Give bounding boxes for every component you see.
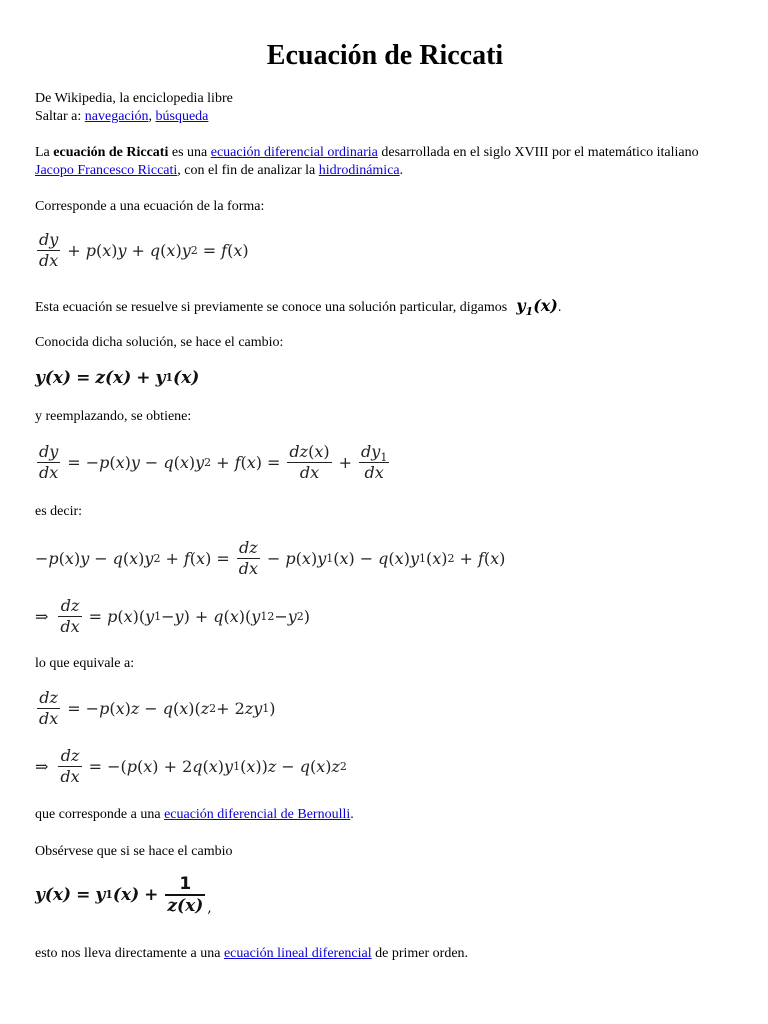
navigation-link[interactable]: navegación xyxy=(84,109,149,124)
riccati-person-link[interactable]: Jacopo Francesco Riccati xyxy=(35,163,178,178)
particular-end: . xyxy=(557,300,562,315)
ode-link[interactable]: ecuación diferencial ordinaria xyxy=(210,145,378,160)
fraction-dz-dx: $\frac{dz}{dx}$ xyxy=(60,596,80,636)
tagline-text: De Wikipedia, la enciclopedia libre xyxy=(35,91,233,106)
jump-separator: , xyxy=(148,109,153,124)
intro-text-2: es una xyxy=(171,145,208,160)
equivale-paragraph xyxy=(35,655,735,673)
form-paragraph xyxy=(35,198,735,216)
implication-equation-2: ⇒ $\frac{dz}{dx}$ = −( p ( x ) + 2 q ( x ) y 1 ( x )) z − q ( x ) z 2 xyxy=(35,746,347,786)
substitution-equation: y(x) = z(x) + y 1 (x) xyxy=(35,368,200,388)
fraction-dz-dx: $\frac{dz}{dx}$ xyxy=(60,746,80,786)
intro-paragraph xyxy=(35,144,735,180)
inline-y1-of-x: $y_1(x)$ xyxy=(510,296,558,319)
es-decir-text: es decir: xyxy=(35,504,83,519)
replace-text: y reemplazando, se obtiene: xyxy=(35,409,192,424)
observe-text: Obsérvese que si se hace el cambio xyxy=(35,844,233,859)
tagline xyxy=(35,90,735,108)
bernoulli-paragraph xyxy=(35,806,735,824)
bernoulli-suffix: . xyxy=(350,807,354,822)
particular-paragraph xyxy=(35,297,735,317)
intro-text-4: italiano xyxy=(656,145,699,160)
es-decir-paragraph xyxy=(35,503,735,521)
jump-prefix: Saltar a: xyxy=(35,109,82,124)
bernoulli-prefix: que corresponde a una xyxy=(35,807,161,822)
intro-text-1: La xyxy=(35,145,50,160)
fraction-dz-dx: $\frac{dz}{dx}$ xyxy=(39,688,59,728)
fraction-dz-dx: $\frac{dz}{dx}$ xyxy=(238,538,258,578)
fraction-dz-dx: $\frac{dz(x)}{dx}$ xyxy=(289,442,330,482)
fraction-one-over-z: $\frac{1}{z(x)}$ xyxy=(167,874,204,916)
search-link[interactable]: búsqueda xyxy=(155,109,209,124)
hydrodynamics-link[interactable]: hidrodinámica xyxy=(318,163,400,178)
equivale-text: lo que equivale a: xyxy=(35,656,135,671)
linear-suffix: de primer orden. xyxy=(375,946,469,961)
implication-equation-1: ⇒ $\frac{dz}{dx}$ = p ( x )( y 1 − y ) + q ( x )( y 1 2 − y 2 ) xyxy=(35,596,311,636)
replace-paragraph xyxy=(35,408,735,426)
intro-text-6: . xyxy=(399,163,404,178)
linear-ode-link[interactable]: ecuación lineal diferencial xyxy=(223,946,372,961)
page-title: Ecuación de Riccati xyxy=(266,40,504,71)
riccati-equation: $\frac{dy}{dx}$ + p ( x ) y + q ( x ) y 2 = f ( x ) xyxy=(39,230,249,270)
intro-text-5: , con el fin de analizar la xyxy=(177,163,316,178)
particular-text: Esta ecuación se resuelve si previamente se conoce una solución particular, digamos xyxy=(35,300,508,315)
jump-links xyxy=(35,108,735,126)
intro-bold-term: ecuación de Riccati xyxy=(53,145,169,160)
second-substitution-equation: y(x) = y 1 (x) + $\frac{1}{z(x)}$ , xyxy=(35,874,212,916)
linear-paragraph xyxy=(35,945,735,963)
replaced-equation: $\frac{dy}{dx}$ = − p ( x ) y − q ( x ) y 2 + f ( x ) = $\frac{dz(x)}{dx}$ + $\frac{dy_1}{dx}$ xyxy=(39,442,388,482)
fraction-dy-dx: $\frac{dy}{dx}$ xyxy=(39,230,59,270)
form-text: Corresponde a una ecuación de la forma: xyxy=(35,199,265,214)
bernoulli-link[interactable]: ecuación diferencial de Bernoulli xyxy=(164,807,351,822)
fraction-dy-dx: $\frac{dy}{dx}$ xyxy=(39,442,59,482)
fraction-dy1-dx: $\frac{dy_1}{dx}$ xyxy=(361,442,388,482)
intro-text-3: desarrollada en el siglo XVIII por el matemático xyxy=(381,145,654,160)
linear-prefix: esto nos lleva directamente a una xyxy=(35,946,221,961)
observe-paragraph xyxy=(35,843,735,861)
equivalent-equation: $\frac{dz}{dx}$ = − p ( x ) z − q ( x )( z 2 + 2 zy 1 ) xyxy=(39,688,276,728)
change-text: Conocida dicha solución, se hace el cambio: xyxy=(35,335,284,350)
expanded-equation: − p ( x ) y − q ( x ) y 2 + f ( x ) = $\frac{dz}{dx}$ − p ( x ) y 1 ( x ) − q ( x ) y 1 ( x ) 2 + f ( x ) xyxy=(35,538,506,578)
change-paragraph xyxy=(35,334,735,352)
